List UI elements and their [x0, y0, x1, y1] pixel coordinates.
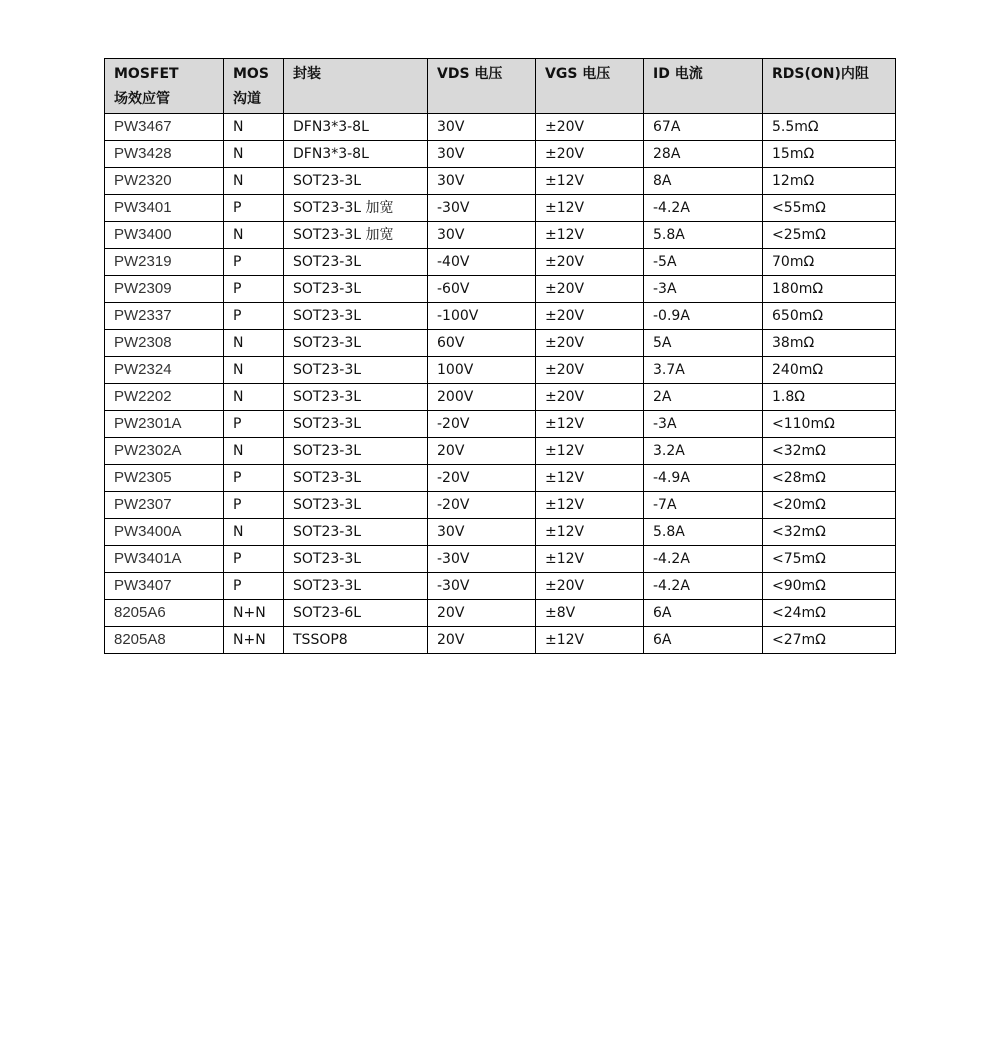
table-body: [105, 114, 896, 654]
cell-package: SOT23-3L: [284, 465, 428, 492]
cell-id: 6A: [644, 600, 763, 627]
cell-vds: -20V: [428, 492, 536, 519]
header-vgs-voltage: VGS 电压: [536, 59, 644, 114]
cell-channel: N: [224, 438, 284, 465]
cell-channel: P: [224, 276, 284, 303]
cell-channel: N: [224, 384, 284, 411]
cell-vds: 30V: [428, 141, 536, 168]
cell-rds: 38mΩ: [763, 330, 896, 357]
cell-id: 3.7A: [644, 357, 763, 384]
cell-model: PW2307: [105, 492, 224, 519]
cell-model: PW2324: [105, 357, 224, 384]
cell-vds: 20V: [428, 438, 536, 465]
table-row: [105, 276, 896, 303]
cell-rds: 12mΩ: [763, 168, 896, 195]
cell-channel: N+N: [224, 600, 284, 627]
cell-rds: 240mΩ: [763, 357, 896, 384]
cell-model: PW3428: [105, 141, 224, 168]
cell-channel: P: [224, 195, 284, 222]
table-row: [105, 141, 896, 168]
cell-id: -4.2A: [644, 195, 763, 222]
table-row: [105, 465, 896, 492]
cell-vgs: ±20V: [536, 330, 644, 357]
cell-channel: P: [224, 303, 284, 330]
cell-rds: <28mΩ: [763, 465, 896, 492]
table-row: [105, 222, 896, 249]
header-mosfet-model: MOSFET 场效应管: [105, 59, 224, 114]
cell-vds: 60V: [428, 330, 536, 357]
cell-id: 8A: [644, 168, 763, 195]
cell-model: 8205A6: [105, 600, 224, 627]
mosfet-spec-table: [104, 58, 896, 654]
cell-vds: -30V: [428, 195, 536, 222]
cell-model: PW2302A: [105, 438, 224, 465]
cell-package: DFN3*3-8L: [284, 114, 428, 141]
cell-vds: -30V: [428, 546, 536, 573]
header-row: [105, 59, 896, 114]
cell-channel: N: [224, 168, 284, 195]
cell-vgs: ±20V: [536, 357, 644, 384]
cell-id: 67A: [644, 114, 763, 141]
cell-package: SOT23-3L 加宽: [284, 222, 428, 249]
cell-channel: N: [224, 222, 284, 249]
cell-vgs: ±12V: [536, 519, 644, 546]
cell-model: PW2309: [105, 276, 224, 303]
cell-rds: <24mΩ: [763, 600, 896, 627]
table-row: [105, 627, 896, 654]
cell-id: 5A: [644, 330, 763, 357]
cell-id: -3A: [644, 276, 763, 303]
cell-vgs: ±20V: [536, 573, 644, 600]
cell-package: SOT23-3L: [284, 492, 428, 519]
cell-package: SOT23-3L: [284, 384, 428, 411]
cell-channel: N+N: [224, 627, 284, 654]
cell-package: SOT23-3L: [284, 276, 428, 303]
cell-channel: P: [224, 546, 284, 573]
table-row: [105, 600, 896, 627]
cell-rds: <55mΩ: [763, 195, 896, 222]
cell-model: PW2320: [105, 168, 224, 195]
cell-package: SOT23-3L: [284, 573, 428, 600]
cell-vds: -20V: [428, 465, 536, 492]
header-id-current: ID 电流: [644, 59, 763, 114]
cell-rds: <20mΩ: [763, 492, 896, 519]
cell-id: -3A: [644, 411, 763, 438]
cell-channel: P: [224, 249, 284, 276]
cell-package: SOT23-3L: [284, 249, 428, 276]
cell-channel: P: [224, 411, 284, 438]
cell-vds: -20V: [428, 411, 536, 438]
cell-vgs: ±12V: [536, 411, 644, 438]
cell-vds: -60V: [428, 276, 536, 303]
cell-vgs: ±12V: [536, 222, 644, 249]
cell-package: SOT23-3L 加宽: [284, 195, 428, 222]
cell-rds: <32mΩ: [763, 438, 896, 465]
cell-channel: N: [224, 114, 284, 141]
cell-rds: 1.8Ω: [763, 384, 896, 411]
cell-vgs: ±12V: [536, 465, 644, 492]
cell-rds: <27mΩ: [763, 627, 896, 654]
cell-model: PW3401A: [105, 546, 224, 573]
cell-package: SOT23-3L: [284, 168, 428, 195]
cell-package: SOT23-3L: [284, 519, 428, 546]
cell-model: PW3407: [105, 573, 224, 600]
cell-package: SOT23-3L: [284, 411, 428, 438]
cell-id: -7A: [644, 492, 763, 519]
cell-model: PW3467: [105, 114, 224, 141]
cell-id: -0.9A: [644, 303, 763, 330]
table-row: [105, 573, 896, 600]
cell-model: PW2301A: [105, 411, 224, 438]
cell-id: 5.8A: [644, 519, 763, 546]
cell-vgs: ±12V: [536, 546, 644, 573]
header-vds-voltage: VDS 电压: [428, 59, 536, 114]
cell-model: PW2308: [105, 330, 224, 357]
cell-id: 3.2A: [644, 438, 763, 465]
cell-id: 5.8A: [644, 222, 763, 249]
cell-model: PW3400A: [105, 519, 224, 546]
table-header: [105, 59, 896, 114]
cell-vds: 30V: [428, 114, 536, 141]
cell-vgs: ±12V: [536, 195, 644, 222]
cell-vgs: ±20V: [536, 384, 644, 411]
cell-vgs: ±20V: [536, 276, 644, 303]
header-rds-on-resistance: RDS(ON)内阻: [763, 59, 896, 114]
cell-vds: -30V: [428, 573, 536, 600]
header-package: 封装: [284, 59, 428, 114]
cell-package: SOT23-3L: [284, 303, 428, 330]
cell-rds: <90mΩ: [763, 573, 896, 600]
cell-channel: N: [224, 357, 284, 384]
cell-channel: P: [224, 465, 284, 492]
cell-model: 8205A8: [105, 627, 224, 654]
cell-vgs: ±20V: [536, 303, 644, 330]
cell-vds: 100V: [428, 357, 536, 384]
table-row: [105, 492, 896, 519]
cell-rds: <25mΩ: [763, 222, 896, 249]
cell-vgs: ±20V: [536, 249, 644, 276]
cell-rds: <75mΩ: [763, 546, 896, 573]
cell-package: SOT23-3L: [284, 357, 428, 384]
cell-channel: P: [224, 573, 284, 600]
cell-vgs: ±12V: [536, 627, 644, 654]
cell-rds: <110mΩ: [763, 411, 896, 438]
table-row: [105, 357, 896, 384]
table-row: [105, 168, 896, 195]
table-row: [105, 195, 896, 222]
cell-vds: -100V: [428, 303, 536, 330]
table-row: [105, 519, 896, 546]
cell-vgs: ±12V: [536, 438, 644, 465]
cell-vds: -40V: [428, 249, 536, 276]
cell-id: -4.9A: [644, 465, 763, 492]
cell-package: DFN3*3-8L: [284, 141, 428, 168]
cell-package: SOT23-3L: [284, 330, 428, 357]
cell-model: PW3401: [105, 195, 224, 222]
cell-vds: 30V: [428, 222, 536, 249]
cell-model: PW3400: [105, 222, 224, 249]
cell-vds: 200V: [428, 384, 536, 411]
cell-rds: <32mΩ: [763, 519, 896, 546]
cell-vgs: ±12V: [536, 492, 644, 519]
cell-id: 6A: [644, 627, 763, 654]
cell-channel: N: [224, 519, 284, 546]
cell-id: -4.2A: [644, 573, 763, 600]
table-row: [105, 411, 896, 438]
cell-rds: 15mΩ: [763, 141, 896, 168]
cell-vds: 20V: [428, 600, 536, 627]
cell-model: PW2319: [105, 249, 224, 276]
table-row: [105, 114, 896, 141]
header-mos-channel: MOS 沟道: [224, 59, 284, 114]
cell-id: 2A: [644, 384, 763, 411]
table-row: [105, 546, 896, 573]
cell-package: TSSOP8: [284, 627, 428, 654]
cell-vgs: ±12V: [536, 168, 644, 195]
cell-vgs: ±20V: [536, 141, 644, 168]
cell-package: SOT23-6L: [284, 600, 428, 627]
cell-model: PW2337: [105, 303, 224, 330]
cell-id: -5A: [644, 249, 763, 276]
cell-model: PW2202: [105, 384, 224, 411]
cell-id: 28A: [644, 141, 763, 168]
cell-package: SOT23-3L: [284, 546, 428, 573]
cell-vds: 30V: [428, 168, 536, 195]
table-row: [105, 249, 896, 276]
table-row: [105, 438, 896, 465]
cell-channel: N: [224, 141, 284, 168]
cell-vds: 20V: [428, 627, 536, 654]
cell-vgs: ±8V: [536, 600, 644, 627]
cell-rds: 650mΩ: [763, 303, 896, 330]
cell-channel: N: [224, 330, 284, 357]
cell-id: -4.2A: [644, 546, 763, 573]
table-row: [105, 303, 896, 330]
table-row: [105, 384, 896, 411]
cell-rds: 70mΩ: [763, 249, 896, 276]
cell-rds: 5.5mΩ: [763, 114, 896, 141]
table-row: [105, 330, 896, 357]
cell-vds: 30V: [428, 519, 536, 546]
cell-rds: 180mΩ: [763, 276, 896, 303]
cell-vgs: ±20V: [536, 114, 644, 141]
cell-package: SOT23-3L: [284, 438, 428, 465]
cell-model: PW2305: [105, 465, 224, 492]
cell-channel: P: [224, 492, 284, 519]
